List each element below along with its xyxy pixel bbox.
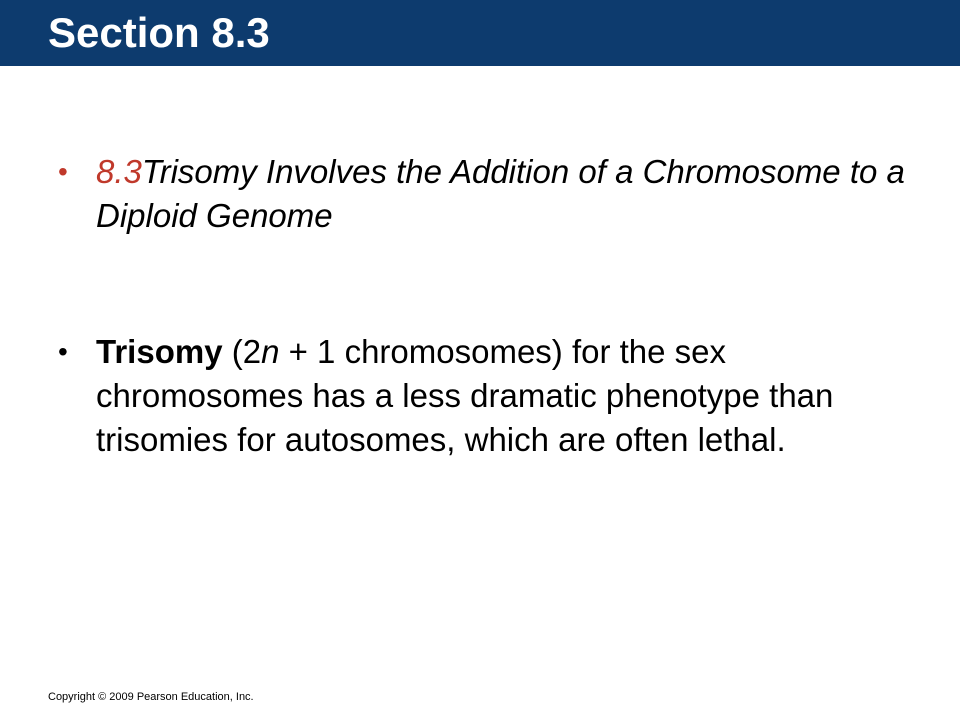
bullet-item-trisomy-definition (58, 330, 918, 462)
key-term: Trisomy (96, 333, 223, 370)
variable-n: n (261, 333, 280, 370)
definition-post: + 1 chromosomes) for the sex chromosomes has a less dramatic phenotype than trisomies for autosomes, which are often lethal. (96, 333, 834, 458)
bullet-text (96, 333, 833, 458)
section-heading-text: Trisomy Involves the Addition of a Chromosome to a Diploid Genome (96, 153, 905, 234)
bullet-dot-icon: • (58, 156, 68, 187)
definition-pre: (2 (222, 333, 262, 370)
bullet-list (58, 150, 918, 462)
section-number: 8.3 (96, 153, 142, 190)
bullet-dot-icon: • (58, 336, 68, 367)
bullet-item-section-heading (58, 150, 918, 238)
title-bar (0, 0, 960, 66)
bullet-text (96, 153, 905, 234)
slide-title: Section 8.3 (48, 9, 270, 56)
copyright-notice: Copyright © 2009 Pearson Education, Inc. (48, 691, 254, 703)
